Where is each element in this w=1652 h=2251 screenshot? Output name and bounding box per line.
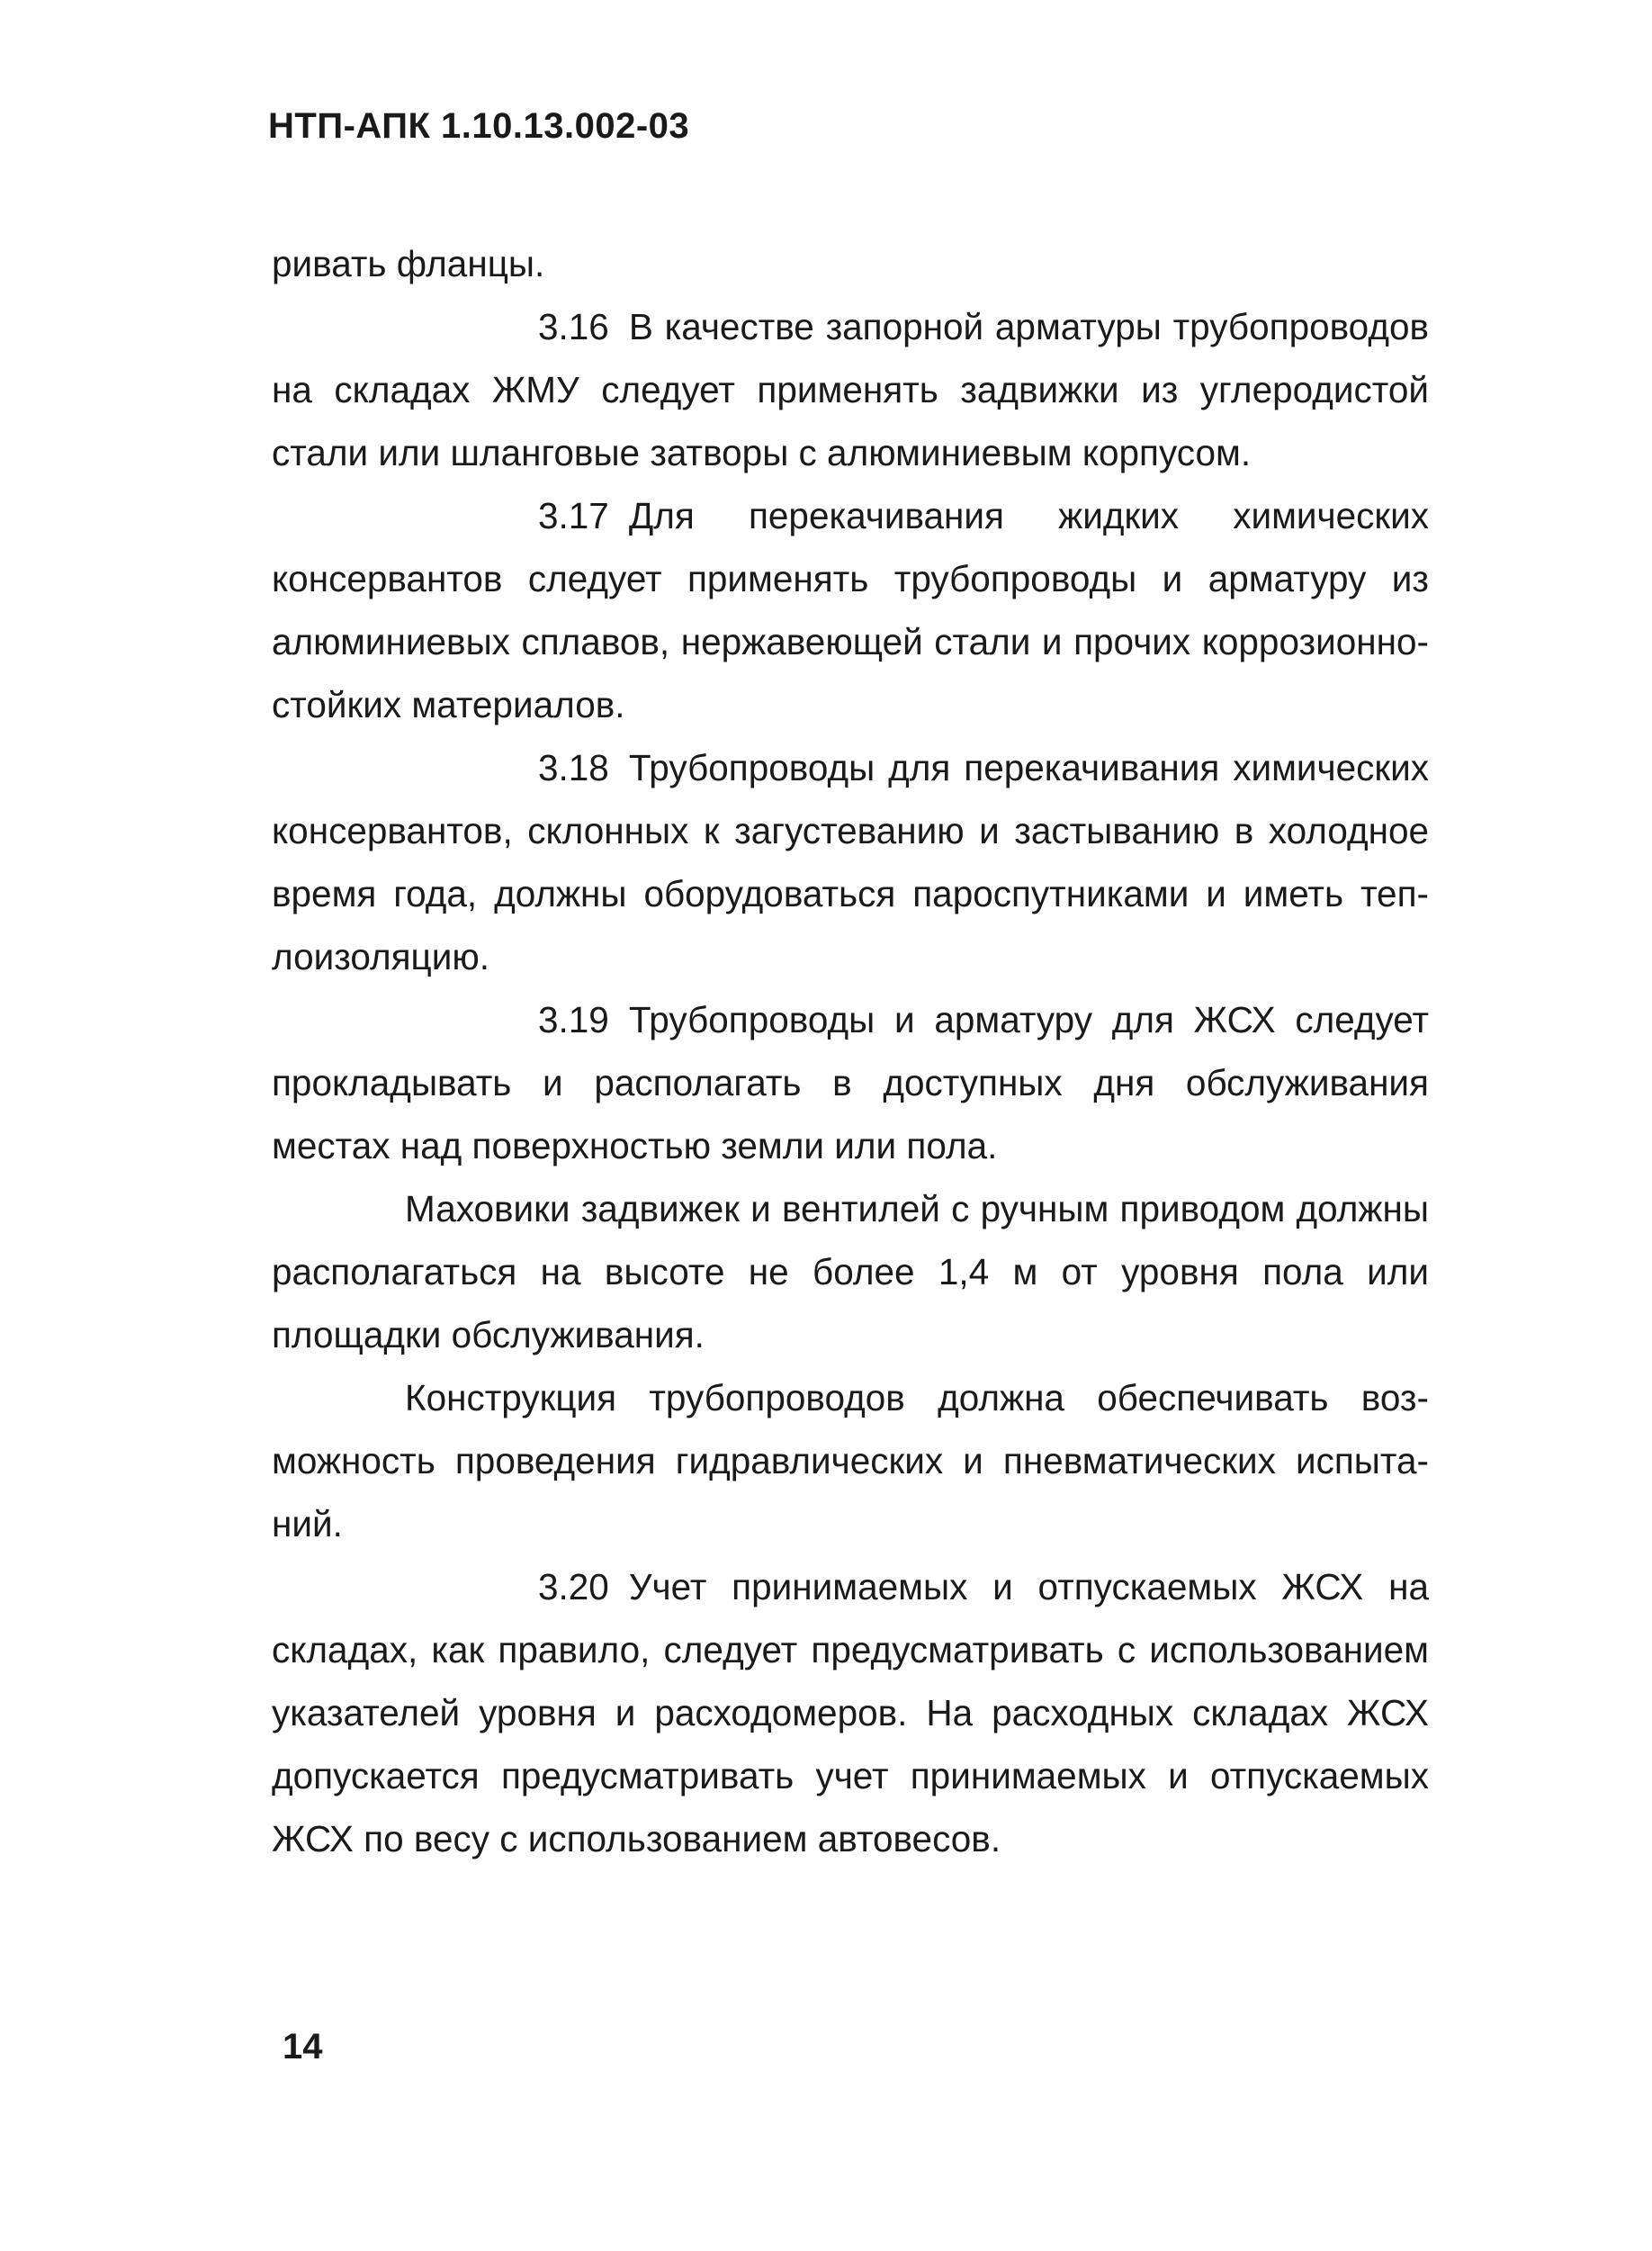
paragraph-handwheels: [272, 1177, 1429, 1366]
clause-number: 3.18: [538, 747, 609, 788]
clause-number: 3.17: [538, 495, 609, 536]
paragraph-text: В качестве запорной арматуры трубопроводов на складах ЖМУ следует применять задвижки из углеродистой стали или шланговые затворы с алюминиевым корпусом.: [272, 306, 1429, 473]
paragraph-text: Трубопроводы для перекачивания химических консервантов, склонных к загустеванию и застыванию в холодное время года, должны оборудоваться пароспутниками и иметь теплоизоляцию.: [272, 747, 1429, 977]
paragraph-text: Маховики задвижек и вентилей с ручным приводом должны располагаться на высоте не более 1,4 м от уровня пола или площадки обслуживания.: [272, 1188, 1429, 1355]
paragraph-pipeline-design: [272, 1366, 1429, 1555]
page-number: 14: [283, 2027, 323, 2066]
paragraph-3-16: [272, 295, 1429, 484]
clause-number: 3.16: [538, 306, 609, 347]
paragraph-3-17: [272, 484, 1429, 736]
paragraph-3-19: [272, 988, 1429, 1177]
paragraph-text: ривать фланцы.: [272, 243, 545, 284]
paragraph-text: Трубопроводы и арматуру для ЖСХ следует прокладывать и располагать в доступных дня обслуживания местах над поверхностью земли или пола.: [272, 999, 1429, 1166]
clause-number: 3.20: [538, 1566, 609, 1607]
paragraph-3-20: [272, 1555, 1429, 1870]
paragraph-text: Для перекачивания жидких химических консервантов следует применять трубопроводы и арматуру из алюминиевых сплавов, нержавеющей стали и прочих коррозионно-стойких материалов.: [272, 495, 1429, 725]
paragraph-3-18: [272, 736, 1429, 988]
paragraph-text: Учет принимаемых и отпускаемых ЖСХ на складах, как правило, следует предусматривать с использованием указателей уровня и расходомеров. На расходных складах ЖСХ допускается предусматривать учет принимаемых и отпускаемых ЖСХ по весу с использованием автовесов.: [272, 1566, 1429, 1859]
document-code-header: НТП-АПК 1.10.13.002-03: [268, 106, 690, 146]
clause-number: 3.19: [538, 999, 609, 1040]
paragraph-continuation: [272, 232, 1429, 295]
document-body: [272, 232, 1429, 1870]
paragraph-text: Конструкция трубопроводов должна обеспечивать возможность проведения гидравлических и пневматических испытаний.: [272, 1377, 1429, 1544]
